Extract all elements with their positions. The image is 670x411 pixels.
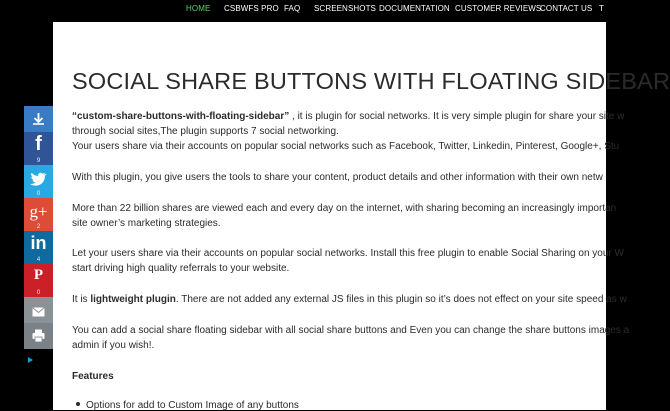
linkedin-share-button[interactable] [24,231,53,264]
pinterest-share-button[interactable] [24,264,53,297]
features-heading: Features [72,371,114,382]
lightweight-suffix: . There are not added any external JS files in this plugin so it’s does not effect on your site speed as w [175,294,627,305]
nav-item-home[interactable]: HOME [186,4,211,13]
install-paragraph [72,246,624,276]
facebook-share-button[interactable] [24,132,53,165]
pinterest-share-count: 0 [36,290,41,296]
customize-line-1: You can add a social share floating sidebar with all social share buttons and Even you can change the share buttons images a [72,325,630,336]
nav-item-documentation[interactable]: DOCUMENTATION [379,4,450,13]
install-line-1: Let your users share via their accounts on popular social networks. Install this free plugin to enable Social Sharing on your W [72,248,624,259]
lightweight-paragraph [72,292,627,307]
lightweight-prefix: It is [72,294,91,305]
facebook-share-count: 9 [36,158,41,164]
intro-line-1: , it is plugin for social networks. It is very simple plugin for share your site w [289,111,625,122]
download-icon [24,112,53,131]
twitter-share-button[interactable] [24,165,53,198]
bullet-icon [76,402,80,406]
mail-icon [24,305,53,323]
download-button[interactable] [24,106,53,132]
twitter-share-count: 0 [36,191,41,197]
google-plus-icon: g+ [29,202,48,221]
triangle-right-icon [24,348,38,372]
feature-list-item [76,400,299,411]
shares-line-2: site owner’s marketing strategies. [72,218,221,229]
email-share-button[interactable] [24,297,53,323]
sidebar-toggle-button[interactable] [24,348,38,372]
customize-line-2: admin if you wish!. [72,340,155,351]
printer-icon [24,329,53,348]
nav-item-faq[interactable]: FAQ [284,4,301,13]
shares-line-1: More than 22 billion shares are viewed each and every day on the internet, with sharing becoming an increasingly importan [72,203,617,214]
shares-paragraph [72,201,616,231]
print-button[interactable] [24,323,53,349]
linkedin-share-count: 4 [36,257,41,263]
feature-item-text: Options for add to Custom Image of any buttons [86,400,299,411]
tools-paragraph: With this plugin, you give users the tools to share your content, product details and other information with their own netw [72,172,603,183]
linkedin-icon: in [30,233,47,253]
nav-item-truncated[interactable]: T [599,4,604,13]
nav-item-screenshots[interactable]: SCREENSHOTS [314,4,376,13]
intro-line-2: through social sites,The plugin supports 7 social networking. [72,126,339,137]
floating-share-sidebar [24,106,53,349]
nav-item-contact-us[interactable]: CONTACT US [540,4,593,13]
googleplus-share-count: 2 [36,224,41,230]
googleplus-share-button[interactable] [24,198,53,231]
customize-paragraph [72,323,629,353]
lightweight-strong: lightweight plugin [90,294,176,305]
twitter-icon [24,171,53,192]
pinterest-icon: P [33,267,44,283]
nav-item-csbwfs-pro[interactable]: CSBWFS PRO [224,4,279,13]
intro-paragraph [72,109,624,154]
intro-line-3: Your users share via their accounts on popular social networks such as Facebook, Twitter, Linkedin, Pinterest, Google+, Stu [72,141,620,152]
page-title: SOCIAL SHARE BUTTONS WITH FLOATING SIDEBAR [72,68,670,94]
plugin-slug: “custom-share-buttons-with-floating-sidebar” [72,111,290,122]
article-page [53,22,670,411]
facebook-icon: f [35,133,42,155]
install-line-2: start driving high quality referrals to your website. [72,263,290,274]
nav-item-customer-reviews[interactable]: CUSTOMER REVIEWS [455,4,542,13]
top-navigation [0,0,606,22]
